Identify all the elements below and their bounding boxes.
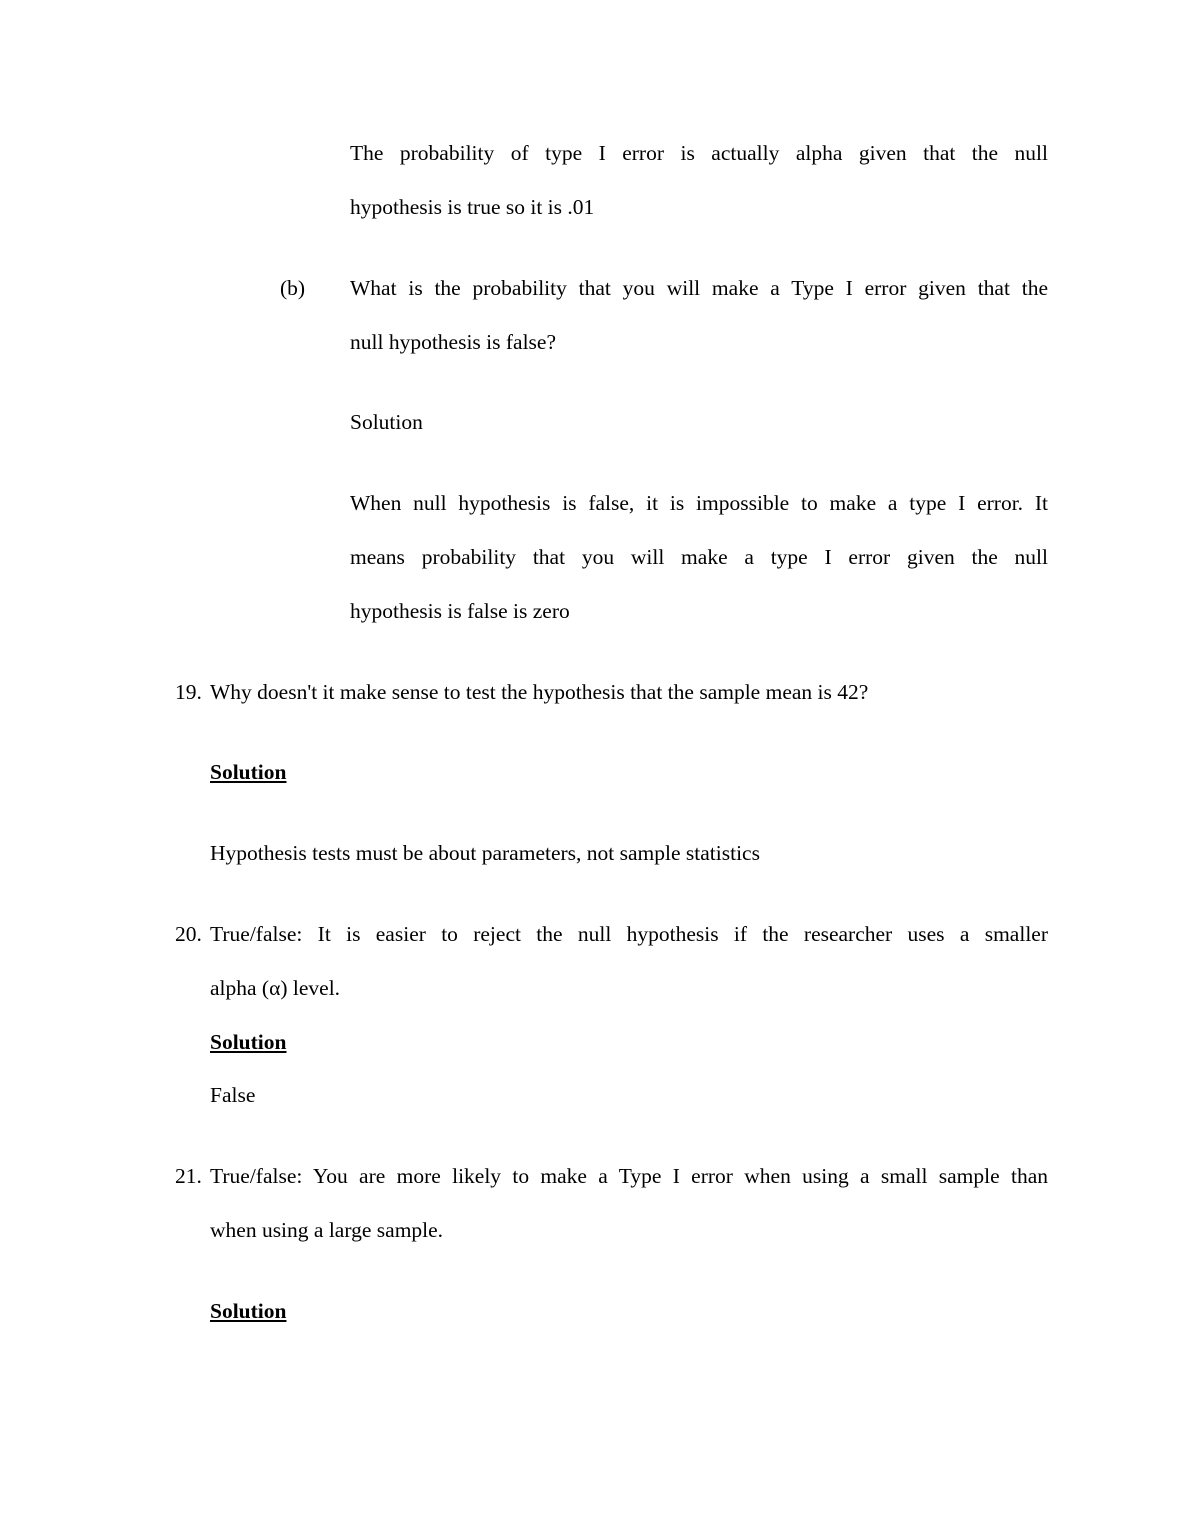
q18a-answer-line-2: hypothesis is true so it is .01: [350, 195, 595, 219]
q20-question-line-2: alpha (α) level.: [210, 976, 341, 1000]
q18a-answer-line-1: The probability of type I error is actually alpha given that the null: [350, 141, 1048, 165]
q20-answer: False: [210, 1083, 256, 1107]
q19-answer: Hypothesis tests must be about parameters, not sample statistics: [210, 841, 760, 865]
q20-number: 20.: [175, 922, 202, 946]
q18b-question-line-2: null hypothesis is false?: [350, 330, 557, 354]
q19-solution-heading: Solution: [210, 760, 287, 784]
q21-question-line-1: True/false: You are more likely to make a Type I error when using a small sample than: [210, 1164, 1048, 1188]
q18b-answer-line-1: When null hypothesis is false, it is impossible to make a type I error. It: [350, 491, 1048, 515]
q20-question-line-1: True/false: It is easier to reject the null hypothesis if the researcher uses a smaller: [210, 922, 1048, 946]
q20-solution-heading: Solution: [210, 1030, 287, 1054]
q19-number: 19.: [175, 680, 202, 704]
q21-solution-heading: Solution: [210, 1299, 287, 1323]
q18b-solution-heading: Solution: [350, 410, 423, 434]
q21-number: 21.: [175, 1164, 202, 1188]
q21-question-line-2: when using a large sample.: [210, 1218, 444, 1242]
q18b-label: (b): [280, 276, 306, 300]
q19-question: Why doesn't it make sense to test the hypothesis that the sample mean is 42?: [210, 680, 869, 704]
q18b-answer-line-3: hypothesis is false is zero: [350, 599, 570, 623]
q18b-answer-line-2: means probability that you will make a type I error given the null: [350, 545, 1048, 569]
q18b-question-line-1: What is the probability that you will make a Type I error given that the: [350, 276, 1048, 300]
